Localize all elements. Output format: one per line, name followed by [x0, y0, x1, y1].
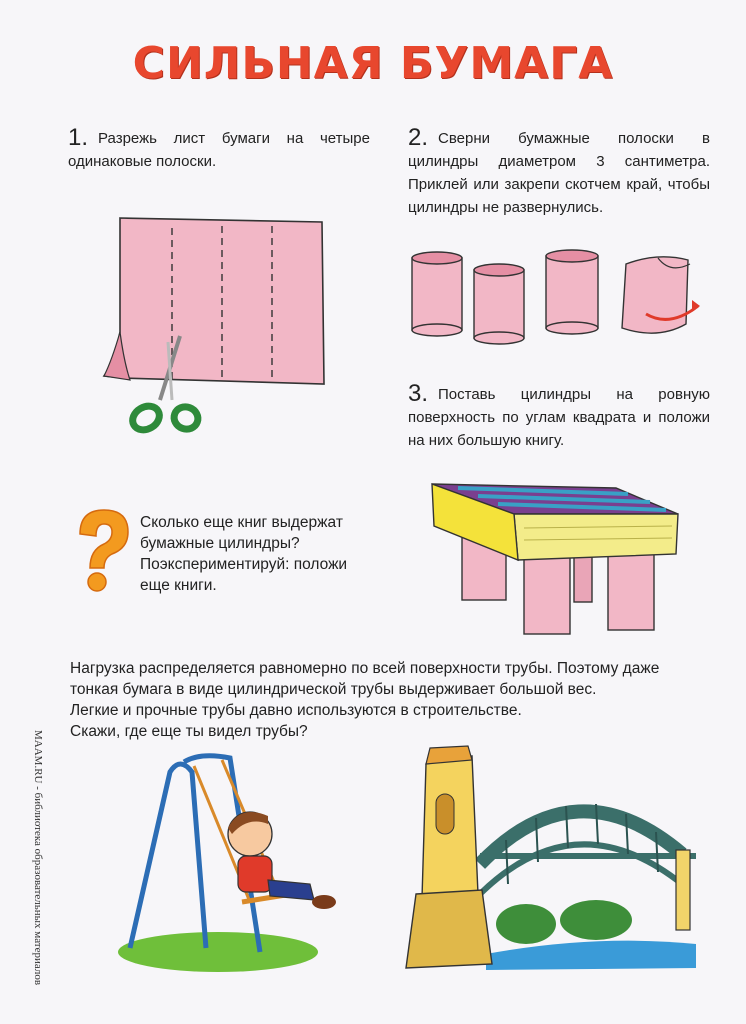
explanation-line: Скажи, где еще ты видел трубы? [70, 723, 308, 740]
swing-illustration [110, 752, 350, 982]
child-on-swing [228, 812, 336, 909]
question-line: бумажные цилиндры? [140, 535, 300, 552]
paper-sheet-illustration [100, 212, 330, 442]
question-line: Поэкспериментируй: положи [140, 556, 348, 573]
book-on-cylinders-illustration [428, 470, 688, 640]
explanation-text [70, 658, 720, 742]
question-mark-icon [72, 506, 132, 596]
question-text [140, 512, 347, 596]
explanation-line: Легкие и прочные трубы давно используются в строительстве. [70, 702, 522, 719]
page-title: СИЛЬНАЯ БУМАГА [132, 38, 614, 89]
sidebar-credit: MAAM.RU - библиотека образовательных материалов [32, 730, 44, 986]
step-1-text: Разрежь лист бумаги на четыре одинаковые полоски. [68, 130, 370, 170]
step-2-text: Сверни бумажные полоски в цилиндры диаметром 3 сантиметра. Приклей или закрепи скотчем край, чтобы цилиндры не развернулись. [408, 130, 710, 216]
step-2-number: 2. [408, 124, 429, 151]
step-3 [408, 382, 710, 452]
step-1 [68, 126, 370, 173]
step-3-text: Поставь цилиндры на ровную поверхность по углам квадрата и положи на них большую книгу. [408, 386, 710, 449]
explanation-line: тонкая бумага в виде цилиндрической трубы выдерживает большой вес. [70, 681, 597, 698]
question-line: Сколько еще книг выдержат [140, 514, 343, 531]
question-line: еще книги. [140, 577, 217, 594]
bridge-illustration [396, 744, 706, 984]
explanation-line: Нагрузка распределяется равномерно по всей поверхности трубы. Поэтому даже [70, 660, 660, 677]
step-2 [408, 126, 710, 219]
step-3-number: 3. [408, 380, 429, 407]
paper-cylinders-illustration [408, 244, 708, 344]
step-1-number: 1. [68, 124, 89, 151]
